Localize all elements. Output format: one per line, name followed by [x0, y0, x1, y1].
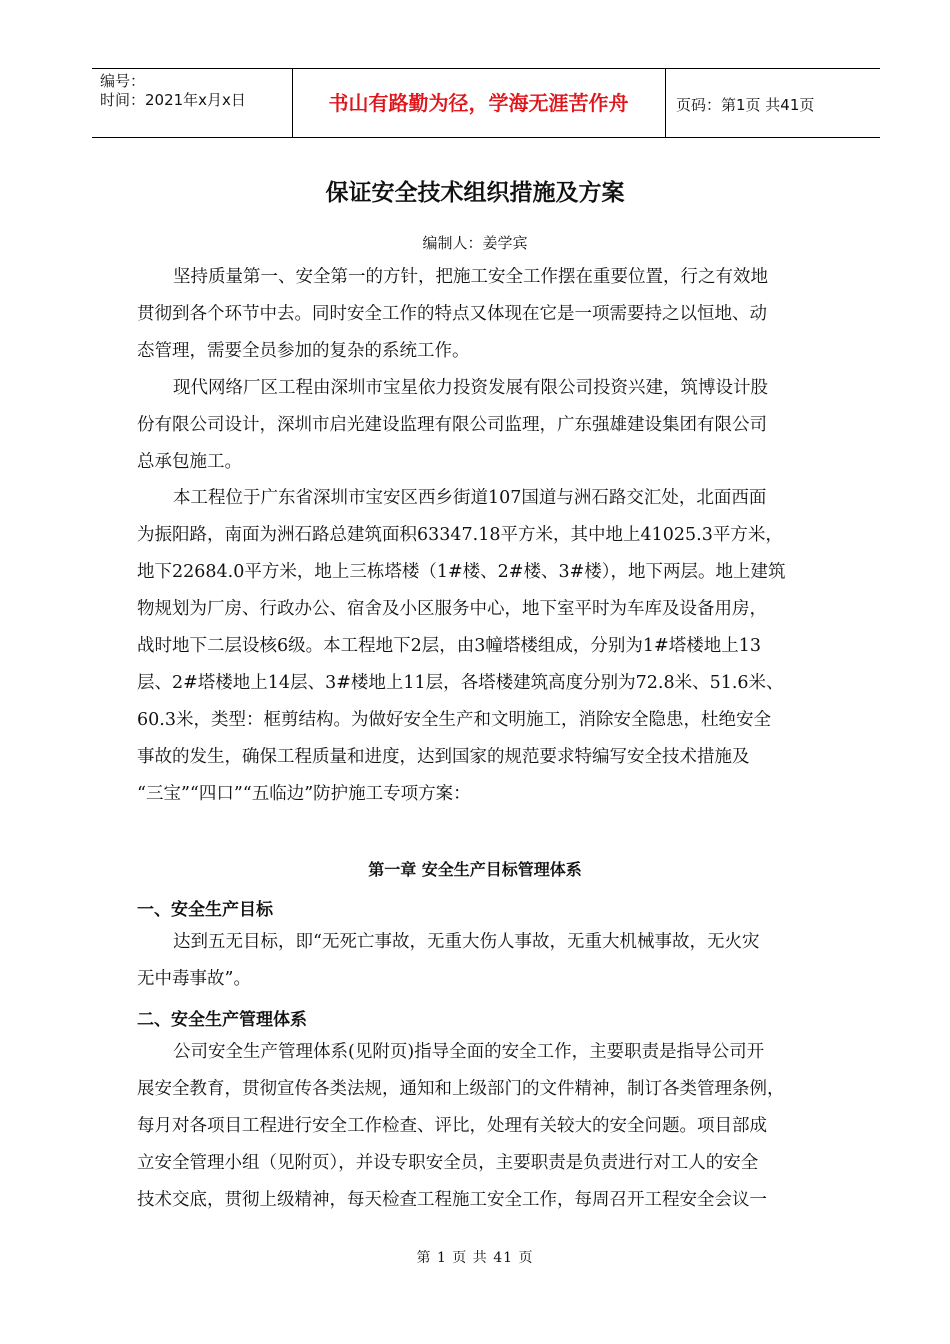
paragraph-line: 事故的发生，确保工程质量和进度，达到国家的规范要求特编写安全技术措施及 [137, 747, 750, 767]
paragraph-line: 现代网络厂区工程由深圳市宝星依力投资发展有限公司投资兴建，筑博设计股 [173, 378, 768, 398]
paragraph-line: “三宝”“四口”“五临边”防护施工专项方案： [137, 784, 471, 804]
paragraph-line: 地下22684.0平方米，地上三栋塔楼（1#楼、2#楼、3#楼），地下两层。地上建筑 [137, 562, 786, 582]
paragraph-safety-goal [137, 924, 851, 998]
paragraph-line: 贯彻到各个环节中去。同时安全工作的特点又体现在它是一项需要持之以恒地、动 [137, 304, 767, 324]
section-heading-management: 二、安全生产管理体系 [137, 1010, 307, 1030]
paragraph-line: 公司安全生产管理体系(见附页)指导全面的安全工作，主要职责是指导公司开 [173, 1042, 765, 1062]
motto-text: 书山有路勤为径，学海无涯苦作舟 [328, 91, 629, 115]
paragraph-line: 战时地下二层设核6级。本工程地下2层，由3幢塔楼组成，分别为1#塔楼地上13 [137, 636, 761, 656]
page-header [92, 68, 880, 138]
chapter-title: 第一章 安全生产目标管理体系 [368, 860, 582, 879]
paragraph-line: 无中毒事故”。 [137, 969, 251, 989]
paragraph-line: 总承包施工。 [137, 452, 242, 472]
header-meta-cell [92, 69, 293, 137]
paragraph-line: 为振阳路，南面为洲石路总建筑面积63347.18平方米，其中地上41025.3平方米， [137, 525, 783, 545]
page-footer: 第 1 页 共 41 页 [416, 1250, 534, 1266]
paragraph-intro [137, 259, 851, 370]
paragraph-project-parties [137, 370, 851, 481]
paragraph-line: 立安全管理小组（见附页），并设专职安全员，主要职责是负责进行对工人的安全 [137, 1153, 759, 1173]
header-motto-cell [292, 69, 666, 137]
author-line: 编制人：姜学宾 [422, 234, 528, 252]
paragraph-line: 份有限公司设计，深圳市启光建设监理有限公司监理，广东强雄建设集团有限公司 [137, 415, 767, 435]
paragraph-line: 坚持质量第一、安全第一的方针，把施工安全工作摆在重要位置，行之有效地 [173, 267, 768, 287]
paragraph-line: 技术交底，贯彻上级精神，每天检查工程施工安全工作，每周召开工程安全会议一 [137, 1190, 767, 1210]
time-label: 时间：2021年x月x日 [100, 91, 246, 109]
paragraph-line: 物规划为厂房、行政办公、宿舍及小区服务中心，地下室平时为车库及设备用房， [137, 599, 767, 619]
paragraph-line: 达到五无目标，即“无死亡事故，无重大伤人事故，无重大机械事故，无火灾 [173, 932, 760, 952]
paragraph-line: 60.3米，类型：框剪结构。为做好安全生产和文明施工，消除安全隐患，杜绝安全 [137, 710, 771, 730]
paragraph-project-overview [137, 480, 851, 813]
paragraph-management-system [137, 1034, 851, 1219]
number-label: 编号： [100, 72, 146, 90]
paragraph-line: 层、2#塔楼地上14层、3#楼地上11层，各塔楼建筑高度分别为72.8米、51.6米、 [137, 673, 784, 693]
paragraph-line: 每月对各项目工程进行安全工作检查、评比，处理有关较大的安全问题。项目部成 [137, 1116, 767, 1136]
document-title: 保证安全技术组织措施及方案 [325, 180, 625, 206]
paragraph-line: 本工程位于广东省深圳市宝安区西乡街道107国道与洲石路交汇处，北面西面 [173, 488, 767, 508]
paragraph-line: 展安全教育，贯彻宣传各类法规，通知和上级部门的文件精神，制订各类管理条例， [137, 1079, 785, 1099]
page-label: 页码：第1页 共41页 [676, 96, 815, 114]
header-page-cell [666, 69, 880, 137]
section-heading-goal: 一、安全生产目标 [137, 900, 273, 920]
paragraph-line: 态管理，需要全员参加的复杂的系统工作。 [137, 341, 470, 361]
